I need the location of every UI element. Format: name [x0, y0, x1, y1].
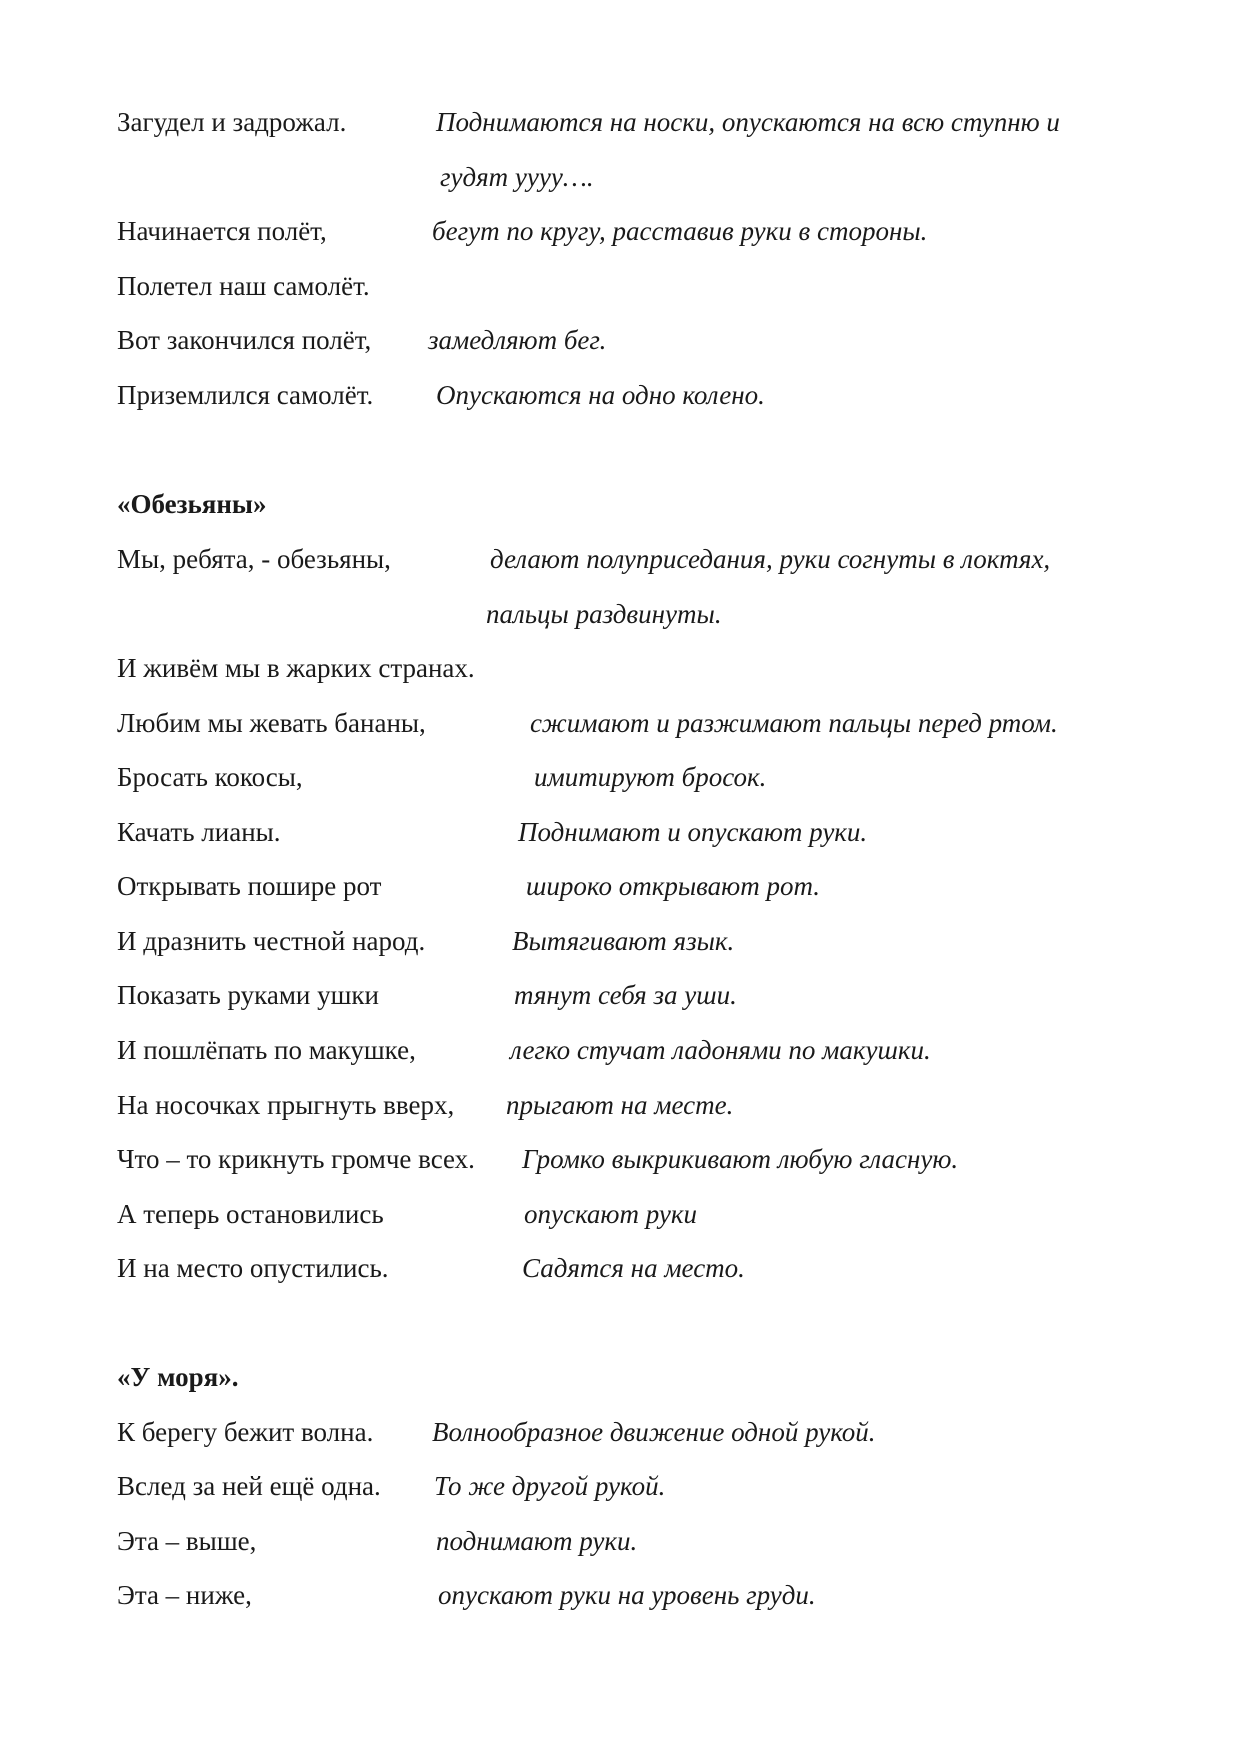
- action-text: Волнообразное движение одной рукой.: [432, 1417, 876, 1447]
- verse-text: Эта – выше,: [117, 1526, 257, 1556]
- action-text: То же другой рукой.: [434, 1471, 666, 1501]
- verse-text: Загудел и задрожал.: [117, 107, 347, 137]
- verse-text: Мы, ребята, - обезьяны,: [117, 544, 391, 574]
- rhyme-row: [0, 975, 1240, 1015]
- action-text: делают полуприседания, руки согнуты в локтях,: [490, 544, 1051, 574]
- verse-text: Приземлился самолёт.: [117, 380, 374, 410]
- rhyme-row: [0, 648, 1240, 688]
- action-text: Вытягивают язык.: [512, 926, 735, 956]
- verse-text: А теперь остановились: [117, 1199, 384, 1229]
- action-text: Садятся на место.: [522, 1253, 745, 1283]
- action-text: Громко выкрикивают любую гласную.: [522, 1144, 959, 1174]
- rhyme-row: [0, 1194, 1240, 1234]
- verse-text: Вот закончился полёт,: [117, 325, 372, 355]
- action-text: опускают руки: [524, 1199, 697, 1229]
- section-title: «Обезьяны»: [117, 489, 267, 519]
- verse-text: Открывать пошире рот: [117, 871, 382, 901]
- action-text: тянут себя за уши.: [514, 980, 737, 1010]
- section-title: «У моря».: [117, 1362, 239, 1392]
- verse-text: И пошлёпать по макушке,: [117, 1035, 416, 1065]
- action-text: замедляют бег.: [428, 325, 607, 355]
- verse-text: Показать руками ушки: [117, 980, 379, 1010]
- rhyme-row: [0, 1248, 1240, 1288]
- rhyme-row: [0, 1030, 1240, 1070]
- rhyme-row: [0, 539, 1240, 579]
- rhyme-row: [0, 757, 1240, 797]
- rhyme-row: [0, 866, 1240, 906]
- action-text: широко открывают рот.: [526, 871, 821, 901]
- rhyme-row: [0, 157, 1240, 197]
- action-text: сжимают и разжимают пальцы перед ртом.: [530, 708, 1058, 738]
- action-text: пальцы раздвинуты.: [486, 599, 722, 629]
- verse-text: Эта – ниже,: [117, 1580, 252, 1610]
- action-text: гудят уууу….: [440, 162, 594, 192]
- rhyme-row: [0, 102, 1240, 142]
- action-text: имитируют бросок.: [534, 762, 767, 792]
- rhyme-row: [0, 1466, 1240, 1506]
- verse-text: На носочках прыгнуть вверх,: [117, 1090, 455, 1120]
- verse-text: И дразнить честной народ.: [117, 926, 426, 956]
- rhyme-row: [0, 266, 1240, 306]
- rhyme-row: [0, 375, 1240, 415]
- rhyme-row: [0, 1575, 1240, 1615]
- verse-text: И на место опустились.: [117, 1253, 389, 1283]
- rhyme-row: [0, 320, 1240, 360]
- verse-text: Качать лианы.: [117, 817, 281, 847]
- rhyme-row: [0, 1139, 1240, 1179]
- rhyme-row: [0, 703, 1240, 743]
- section-heading-monkeys: [0, 484, 1240, 524]
- verse-text: И живём мы в жарких странах.: [117, 653, 475, 683]
- verse-text: Вслед за ней ещё одна.: [117, 1471, 381, 1501]
- rhyme-row: [0, 921, 1240, 961]
- section-heading-sea: [0, 1357, 1240, 1397]
- rhyme-row: [0, 1085, 1240, 1125]
- verse-text: Полетел наш самолёт.: [117, 271, 370, 301]
- rhyme-row: [0, 1412, 1240, 1452]
- rhyme-row: [0, 594, 1240, 634]
- verse-text: К берегу бежит волна.: [117, 1417, 374, 1447]
- verse-text: Начинается полёт,: [117, 216, 327, 246]
- action-text: Опускаются на одно колено.: [436, 380, 765, 410]
- rhyme-row: [0, 812, 1240, 852]
- action-text: бегут по кругу, расставив руки в стороны.: [432, 216, 928, 246]
- action-text: опускают руки на уровень груди.: [438, 1580, 816, 1610]
- verse-text: Что – то крикнуть громче всех.: [117, 1144, 475, 1174]
- action-text: поднимают руки.: [436, 1526, 638, 1556]
- rhyme-row: [0, 1521, 1240, 1561]
- action-text: Поднимают и опускают руки.: [518, 817, 868, 847]
- rhyme-row: [0, 211, 1240, 251]
- verse-text: Любим мы жевать бананы,: [117, 708, 426, 738]
- action-text: Поднимаются на носки, опускаются на всю ступню и: [436, 107, 1060, 137]
- action-text: легко стучат ладонями по макушки.: [510, 1035, 931, 1065]
- verse-text: Бросать кокосы,: [117, 762, 303, 792]
- action-text: прыгают на месте.: [506, 1090, 734, 1120]
